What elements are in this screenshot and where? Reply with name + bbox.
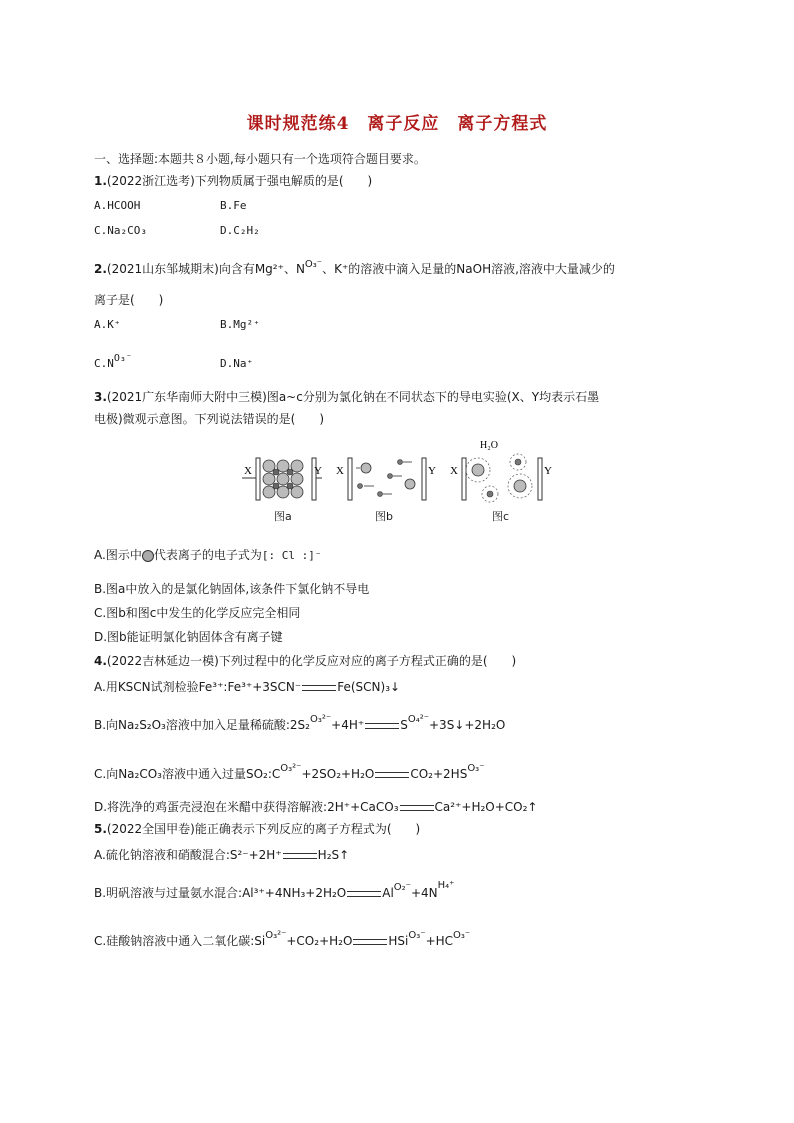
q3-option-c: C.图b和图c中发生的化学反应完全相同 [94, 606, 301, 620]
electrode-y-label: Y [428, 465, 436, 477]
option-text: D.将洗净的鸡蛋壳浸泡在米醋中获得溶解液:2H⁺+CaCO₃ [94, 800, 399, 814]
option-text: B.向Na₂S₂O₃溶液中加入足量稀硫酸:2S₂ [94, 718, 310, 732]
option-text: S [400, 718, 408, 732]
section-instruction: 一、选择题:本题共８小题,每小题只有一个选项符合题目要求。 [94, 152, 426, 166]
question-number: 2. [94, 262, 107, 276]
question-3-stem-cont: 电极)微观示意图。下列说法错误的是( ) [94, 412, 325, 426]
q1-option-d: D.C₂H₂ [220, 224, 260, 237]
figure-c [450, 440, 552, 502]
ion-superscript: O₃⁻ [113, 353, 132, 364]
q1-option-c: C.Na₂CO₃ [94, 224, 147, 237]
question-3-stem [94, 390, 599, 404]
q4-option-c [94, 763, 485, 783]
page-title: 课时规范练4 离子反应 离子方程式 [246, 114, 548, 134]
electrode-x-label: X [244, 465, 252, 477]
question-text: (2022浙江选考)下列物质属于强电解质的是( ) [106, 174, 373, 188]
electrode-x-label: X [336, 465, 344, 477]
equals-arrow-icon [302, 685, 336, 691]
question-text: (2022全国甲卷)能正确表示下列反应的离子方程式为( ) [106, 822, 421, 836]
q2-option-b: B.Mg²⁺ [220, 318, 260, 331]
question-5-stem [94, 822, 420, 836]
nacl-conduction-figures [240, 438, 560, 528]
option-text: A.图示中 [94, 548, 142, 562]
figure-a [242, 458, 322, 500]
option-text: +4N [410, 886, 438, 900]
ion-superscript: O₃²⁻ [280, 763, 302, 774]
ion-superscript: O₃⁻ [408, 930, 426, 941]
electron-formula: [: Cl :]⁻ [261, 549, 322, 562]
q3-option-d: D.图b能证明氯化钠固体含有离子键 [94, 630, 283, 644]
equals-arrow-icon [365, 723, 399, 729]
ion-superscript: H₄⁺ [437, 880, 455, 891]
q5-option-a [94, 848, 349, 862]
ion-superscript: O₃⁻ [304, 259, 323, 270]
figure-b-caption: 图b [375, 510, 393, 523]
question-2-stem [94, 259, 615, 278]
equals-arrow-icon [347, 891, 381, 897]
question-number: 4. [94, 654, 107, 668]
option-text: +3S↓+2H₂O [429, 718, 506, 732]
equals-arrow-icon [283, 853, 317, 859]
option-text: C.向Na₂CO₃溶液中通入过量SO₂:C [94, 767, 281, 781]
option-text: Fe(SCN)₃↓ [337, 680, 401, 694]
option-text: +CO₂+H₂O [286, 934, 353, 948]
question-text: 、K⁺的溶液中滴入足量的NaOH溶液,溶液中大量减少的 [322, 262, 615, 276]
figure-b [336, 458, 436, 500]
question-1-stem [94, 174, 372, 188]
q4-option-a [94, 680, 400, 694]
option-text: Ca²⁺+H₂O+CO₂↑ [434, 800, 538, 814]
electrode-y-label: Y [544, 465, 552, 477]
q2-option-c [94, 353, 132, 372]
ion-superscript: O₃⁻ [467, 763, 485, 774]
figure-a-caption: 图a [274, 510, 292, 523]
q4-option-d [94, 800, 537, 814]
ion-superscript: O₃²⁻ [309, 714, 332, 725]
question-number: 5. [94, 822, 107, 836]
question-number: 3. [94, 390, 107, 404]
electrode-x-label: X [450, 465, 458, 477]
equals-arrow-icon [353, 939, 387, 945]
ion-superscript: O₄²⁻ [407, 714, 429, 725]
option-text: HSi [388, 934, 409, 948]
option-text: A.硫化钠溶液和硝酸混合:S²⁻+2H⁺ [94, 848, 282, 862]
q3-option-a [94, 548, 321, 563]
question-2-stem-cont: 离子是( ) [94, 293, 164, 307]
option-text: CO₂+2HS [410, 767, 468, 781]
gray-circle-icon [142, 550, 154, 562]
equals-arrow-icon [375, 772, 409, 778]
ion-superscript: O₂⁻ [393, 882, 411, 893]
option-text: C.硅酸钠溶液中通入二氧化碳:Si [94, 934, 266, 948]
ion-superscript: O₃⁻ [453, 930, 471, 941]
q3-option-b: B.图a中放入的是氯化钠固体,该条件下氯化钠不导电 [94, 582, 370, 596]
equals-arrow-icon [400, 805, 434, 811]
option-text: +HC [425, 934, 454, 948]
question-text: (2022吉林延边一模)下列过程中的化学反应对应的离子方程式正确的是( ) [106, 654, 517, 668]
option-text: Al [382, 886, 394, 900]
q5-option-b [94, 880, 455, 902]
question-number: 1. [94, 174, 107, 188]
option-text: +2SO₂+H₂O [301, 767, 375, 781]
option-text: A.用KSCN试剂检验Fe³⁺:Fe³⁺+3SCN⁻ [94, 680, 302, 694]
option-text: 代表离子的电子式为 [153, 548, 262, 562]
question-text: (2021山东邹城期末)向含有Mg²⁺、N [106, 262, 305, 276]
q5-option-c [94, 930, 471, 950]
question-4-stem [94, 654, 516, 668]
question-text: (2021广东华南师大附中三模)图a~c分别为氯化钠在不同状态下的导电实验(X、Y均表示石墨 [106, 390, 600, 404]
option-text: H₂S↑ [317, 848, 350, 862]
ion-superscript: O₃²⁻ [265, 930, 287, 941]
q2-option-a: A.K⁺ [94, 318, 121, 331]
option-text: B.明矾溶液与过量氨水混合:Al³⁺+4NH₃+2H₂O [94, 886, 347, 900]
figure-c-caption: 图c [492, 510, 510, 523]
q4-option-b [94, 714, 506, 734]
water-label: H₂O [480, 440, 498, 451]
q1-option-a: A.HCOOH [94, 199, 141, 212]
q2-option-d: D.Na⁺ [220, 357, 254, 370]
figures-svg [240, 438, 560, 516]
option-text: C.N [94, 357, 114, 370]
option-text: +4H⁺ [331, 718, 365, 732]
q1-option-b: B.Fe [220, 199, 247, 212]
electrode-y-label: Y [314, 465, 322, 477]
